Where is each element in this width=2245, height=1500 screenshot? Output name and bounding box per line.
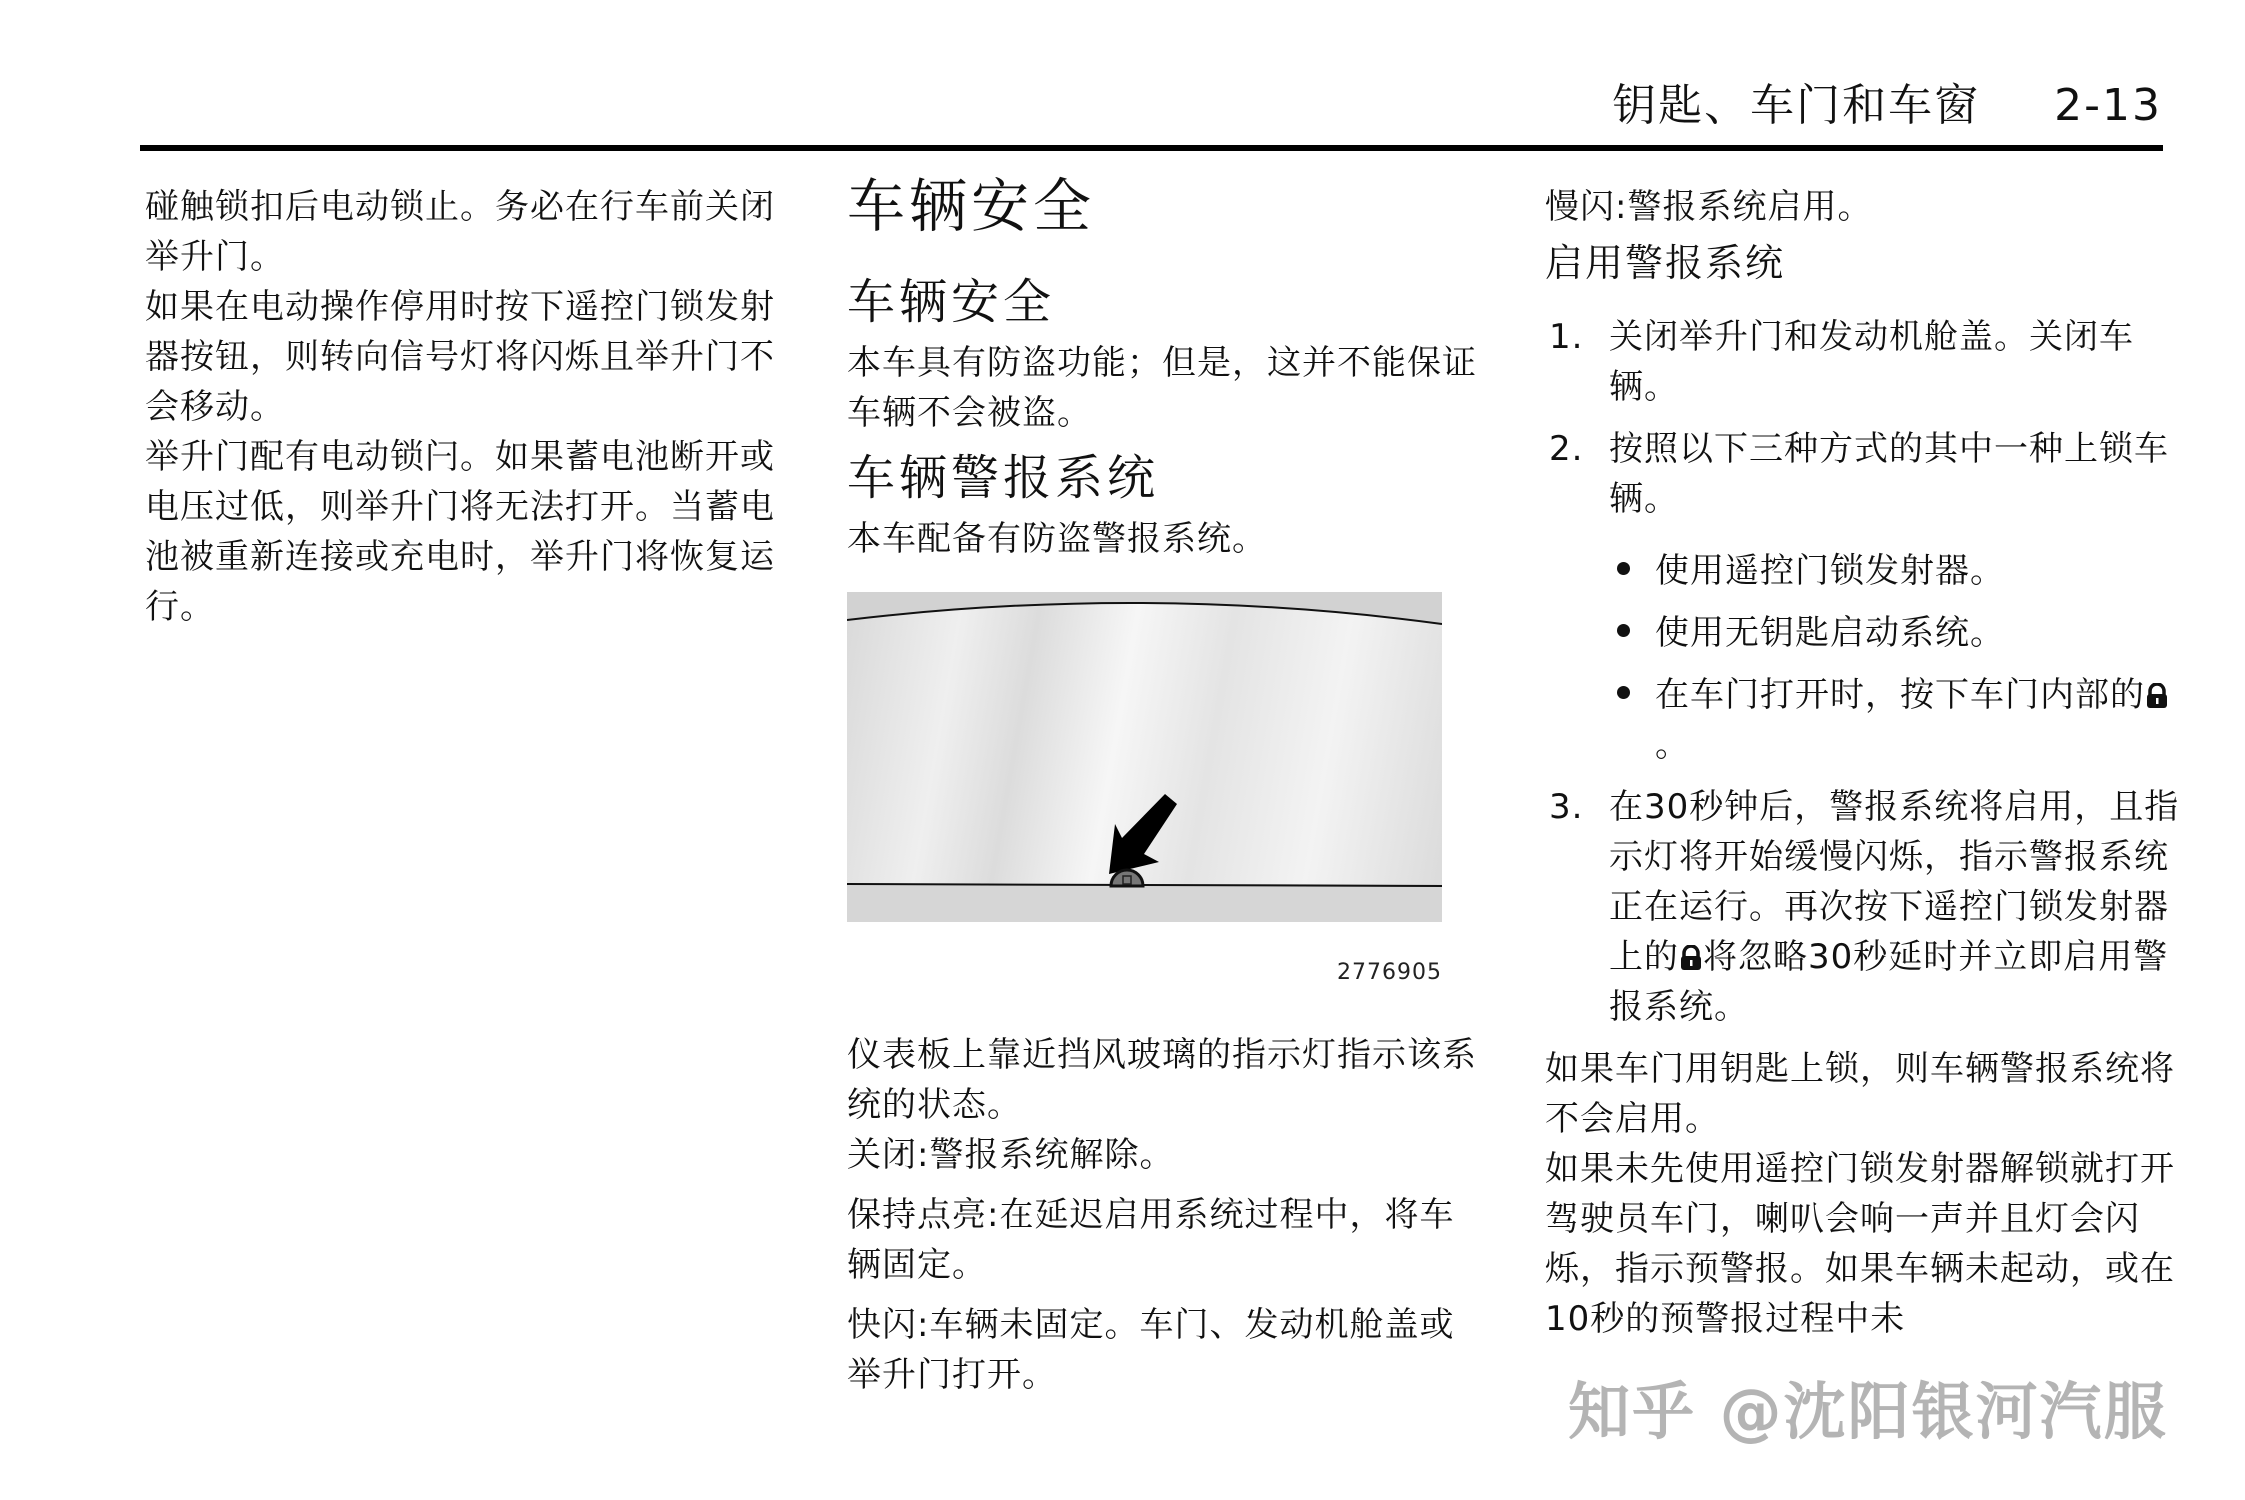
subheading-arm-alarm: 启用警报系统 [1545, 241, 1786, 285]
page-number: 2-13 [2054, 80, 2162, 131]
step-item [1545, 312, 2185, 412]
arrow-icon [1109, 794, 1177, 874]
step-text: 在30秒钟后，警报系统将启用，且指示灯将开始缓慢闪烁，指示警报系统正在运行。再次按下遥控门锁发射器上的 [1609, 787, 2180, 977]
security-indicator-light-icon [1111, 870, 1143, 886]
lock-methods-list [1545, 546, 2185, 770]
bullet-icon [1617, 624, 1630, 637]
step-number: 2. [1549, 429, 1584, 469]
paragraph: 如果未先使用遥控门锁发射器解锁就打开驾驶员车门，喇叭会响一声并且灯会闪烁，指示预警报。如果车辆未起动，或在10秒的预警报过程中未 [1545, 1149, 2175, 1339]
bullet-icon [1617, 562, 1630, 575]
section-heading: 车辆安全 [847, 172, 1096, 240]
state-slow-flash [1545, 182, 2185, 232]
left-column [145, 182, 785, 632]
subheading-security: 车辆安全 [847, 274, 1056, 330]
state-label: 保持点亮: [847, 1195, 1000, 1235]
step-text-end: 将忽略30秒延时并立即启用警报系统。 [1609, 937, 2169, 1027]
step-item [1545, 782, 2185, 1032]
section-title: 钥匙、车门和车窗 [1612, 80, 1981, 131]
bullet-text-end: 。 [1655, 725, 1690, 765]
state-fast-flash [847, 1300, 1487, 1400]
paragraph: 碰触锁扣后电动锁止。务必在行车前关闭举升门。 [145, 187, 775, 277]
state-label: 关闭: [847, 1135, 930, 1175]
step-number: 1. [1549, 317, 1584, 357]
steps-list [1545, 312, 2185, 1032]
state-off [847, 1130, 1487, 1180]
middle-column [847, 170, 1487, 1400]
step-text: 关闭举升门和发动机舱盖。关闭车辆。 [1609, 317, 2134, 407]
step-text: 按照以下三种方式的其中一种上锁车辆。 [1609, 429, 2169, 519]
dashboard-illustration [847, 592, 1442, 922]
watermark: 知乎 @沈阳银河汽服 [1568, 1375, 2168, 1448]
page-header [1612, 78, 2162, 134]
step-number: 3. [1549, 787, 1584, 827]
bullet-text: 使用遥控门锁发射器。 [1655, 551, 2005, 591]
bullet-item [1545, 670, 2185, 770]
state-text: 车辆未固定。车门、发动机舱盖或举升门打开。 [847, 1305, 1455, 1395]
state-label: 慢闪: [1545, 187, 1628, 227]
security-paragraph: 本车具有防盗功能；但是，这并不能保证车辆不会被盗。 [847, 343, 1477, 433]
state-text: 在延迟启用系统过程中，将车辆固定。 [847, 1195, 1455, 1285]
bullet-item [1545, 608, 2185, 658]
bullet-icon [1617, 686, 1630, 699]
lock-icon [1680, 945, 1702, 971]
state-label: 快闪: [847, 1305, 930, 1345]
state-text: 警报系统解除。 [929, 1135, 1175, 1175]
indicator-paragraph: 仪表板上靠近挡风玻璃的指示灯指示该系统的状态。 [847, 1035, 1477, 1125]
state-steady [847, 1190, 1487, 1290]
right-column [1545, 182, 2185, 1344]
paragraph: 如果在电动操作停用时按下遥控门锁发射器按钮，则转向信号灯将闪烁且举升门不会移动。 [145, 287, 775, 427]
bullet-text: 在车门打开时，按下车门内部的 [1655, 675, 2145, 715]
alarm-paragraph: 本车配备有防盗警报系统。 [847, 519, 1267, 559]
header-rule [140, 145, 2163, 151]
subheading-alarm: 车辆警报系统 [847, 450, 1160, 506]
bullet-item [1545, 546, 2185, 596]
lock-icon [2146, 683, 2168, 709]
step-item [1545, 424, 2185, 770]
state-text: 警报系统启用。 [1627, 187, 1873, 227]
bullet-text: 使用无钥匙启动系统。 [1655, 613, 2005, 653]
dashboard-figure [847, 592, 1442, 922]
paragraph: 举升门配有电动锁闩。如果蓄电池断开或电压过低，则举升门将无法打开。当蓄电池被重新连接或充电时，举升门将恢复运行。 [145, 437, 775, 627]
figure-caption: 2776905 [1337, 960, 1442, 985]
paragraph: 如果车门用钥匙上锁，则车辆警报系统将不会启用。 [1545, 1049, 2175, 1139]
